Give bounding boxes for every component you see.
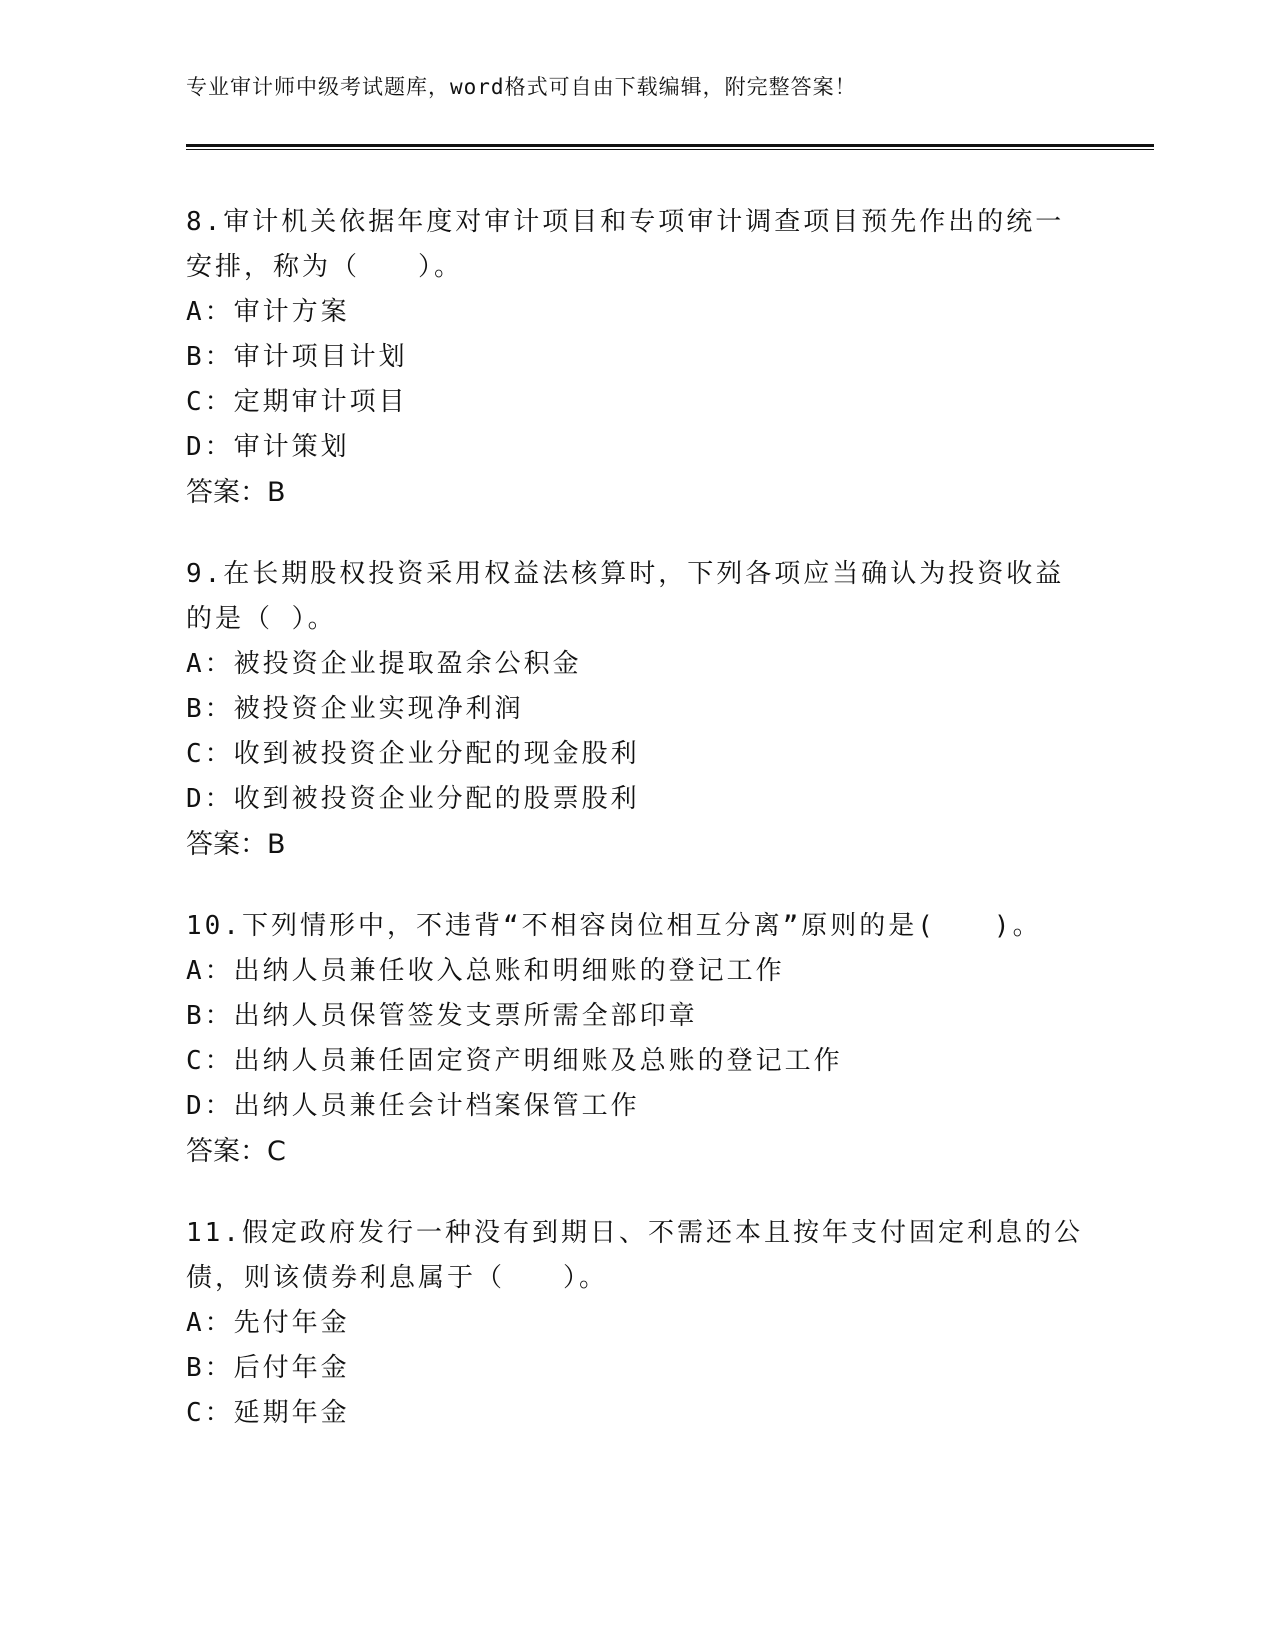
question-10 [186,904,1086,1175]
question-stem: 8.审计机关依据年度对审计项目和专项审计调查项目预先作出的统一安排，称为（ ）。 [186,207,1065,282]
question-9 [186,552,1086,868]
answer: 答案：B [186,477,286,508]
option-a: A：先付年金 [186,1308,350,1338]
question-8 [186,200,1086,516]
answer: 答案：B [186,829,286,860]
option-d: D：审计策划 [186,432,350,462]
option-a: A：出纳人员兼任收入总账和明细账的登记工作 [186,956,785,986]
option-c: C：收到被投资企业分配的现金股利 [186,739,640,769]
option-d: D：收到被投资企业分配的股票股利 [186,784,640,814]
header-divider [186,144,1154,147]
page-header: 专业审计师中级考试题库，word格式可自由下载编辑，附完整答案！ [186,75,857,99]
option-b: B：被投资企业实现净利润 [186,694,524,724]
option-a: A：审计方案 [186,297,350,327]
header-divider-thin [186,149,1154,150]
option-b: B：出纳人员保管签发支票所需全部印章 [186,1001,698,1031]
question-stem: 11.假定政府发行一种没有到期日、不需还本且按年支付固定利息的公债，则该债券利息属于（ ）。 [186,1218,1083,1293]
question-stem: 9.在长期股权投资采用权益法核算时，下列各项应当确认为投资收益的是（ ）。 [186,559,1065,634]
option-b: B：审计项目计划 [186,342,408,372]
option-b: B：后付年金 [186,1353,350,1383]
option-d: D：出纳人员兼任会计档案保管工作 [186,1091,640,1121]
answer: 答案：C [186,1136,286,1167]
option-c: C：出纳人员兼任固定资产明细账及总账的登记工作 [186,1046,843,1076]
option-c: C：定期审计项目 [186,387,408,417]
option-c: C：延期年金 [186,1398,350,1428]
question-list [186,200,1086,1472]
question-stem: 10.下列情形中，不违背“不相容岗位相互分离”原则的是( )。 [186,911,1042,941]
question-11 [186,1211,1086,1436]
option-a: A：被投资企业提取盈余公积金 [186,649,582,679]
